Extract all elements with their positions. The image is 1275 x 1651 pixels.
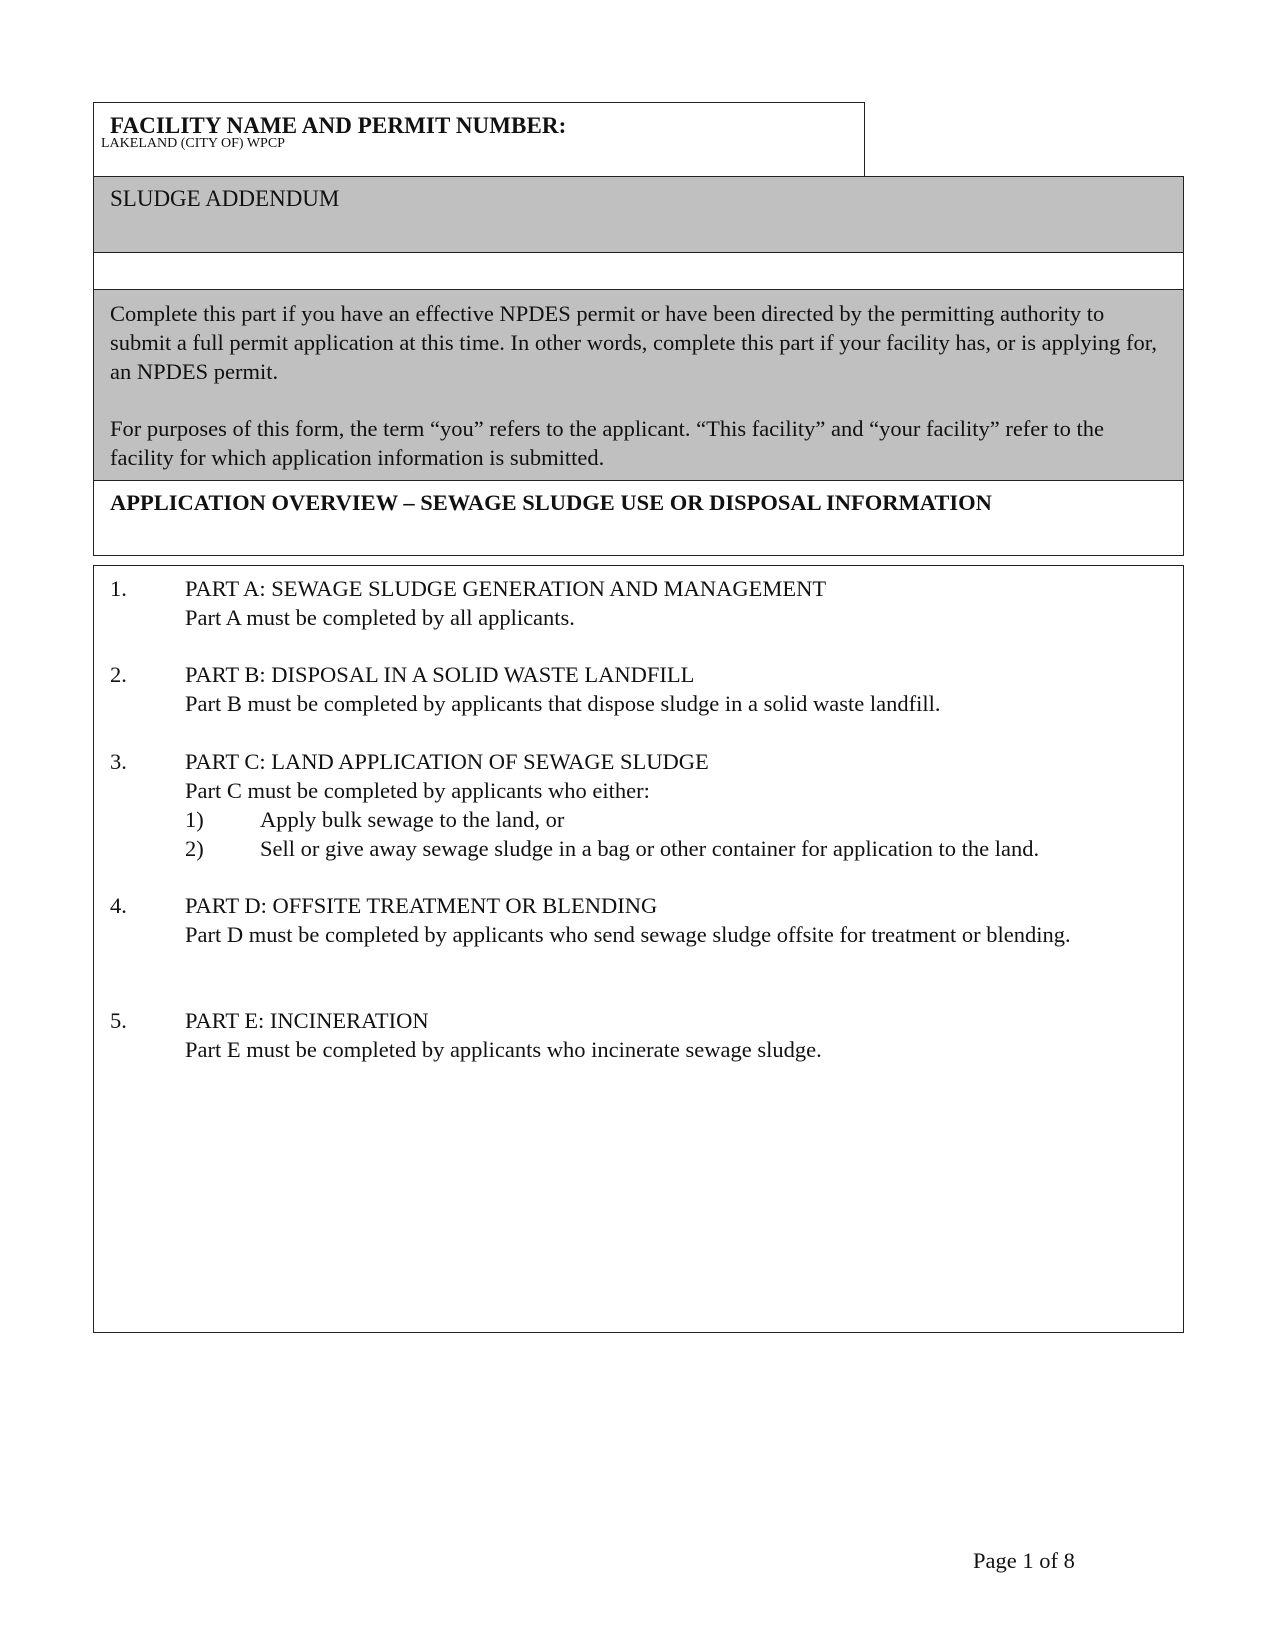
instruction-paragraph: For purposes of this form, the term “you” refers to the applicant. “This facility” and “your facility” refer to the facility for which application information is submitted. [110,416,1105,470]
sub-item-number: 1) [185,807,204,832]
part-number: 3. [110,749,127,774]
parts-list [93,565,1184,1333]
blank-row [94,253,1183,290]
part-number: 2. [110,662,127,687]
instruction-paragraph: Complete this part if you have an effective NPDES permit or have been directed by the permitting authority to submit a full permit application at this time. In other words, complete this part if your facility has, or is applying for, an NPDES permit. [110,301,1157,384]
instructions-block [94,290,1183,481]
part-item [110,574,1160,632]
part-number: 1. [110,576,127,601]
part-description: Part C must be completed by applicants who either: [185,778,650,803]
part-description: Part E must be completed by applicants who incinerate sewage sludge. [185,1037,822,1062]
part-item [110,660,1160,718]
facility-name: LAKELAND (CITY OF) WPCP [101,136,285,151]
part-title: PART C: LAND APPLICATION OF SEWAGE SLUDGE [185,749,709,774]
part-title: PART B: DISPOSAL IN A SOLID WASTE LANDFILL [185,662,695,687]
part-description: Part B must be completed by applicants that dispose sludge in a solid waste landfill. [185,691,941,716]
sub-item-text: Apply bulk sewage to the land, or [260,807,565,832]
part-item [110,891,1160,949]
addendum-title: SLUDGE ADDENDUM [94,177,1183,253]
part-description: Part A must be completed by all applicants. [185,605,575,630]
sub-item [185,834,1160,863]
form-header-block [93,176,1184,556]
part-title: PART A: SEWAGE SLUDGE GENERATION AND MANAGEMENT [185,576,827,601]
overview-heading: APPLICATION OVERVIEW – SEWAGE SLUDGE USE OR DISPOSAL INFORMATION [110,490,992,515]
sub-item [185,805,1160,834]
sub-item-text: Sell or give away sewage sludge in a bag or other container for application to the land. [260,836,1040,861]
part-item [110,1006,1160,1064]
part-item [110,747,1160,863]
part-number: 5. [110,1008,127,1033]
facility-header-box [93,102,865,176]
part-title: PART D: OFFSITE TREATMENT OR BLENDING [185,893,658,918]
sub-item-number: 2) [185,836,204,861]
part-number: 4. [110,893,127,918]
part-description: Part D must be completed by applicants who send sewage sludge offsite for treatment or blending. [185,922,1071,947]
page-number: Page 1 of 8 [973,1548,1075,1573]
facility-heading: FACILITY NAME AND PERMIT NUMBER: [110,113,567,138]
part-title: PART E: INCINERATION [185,1008,429,1033]
